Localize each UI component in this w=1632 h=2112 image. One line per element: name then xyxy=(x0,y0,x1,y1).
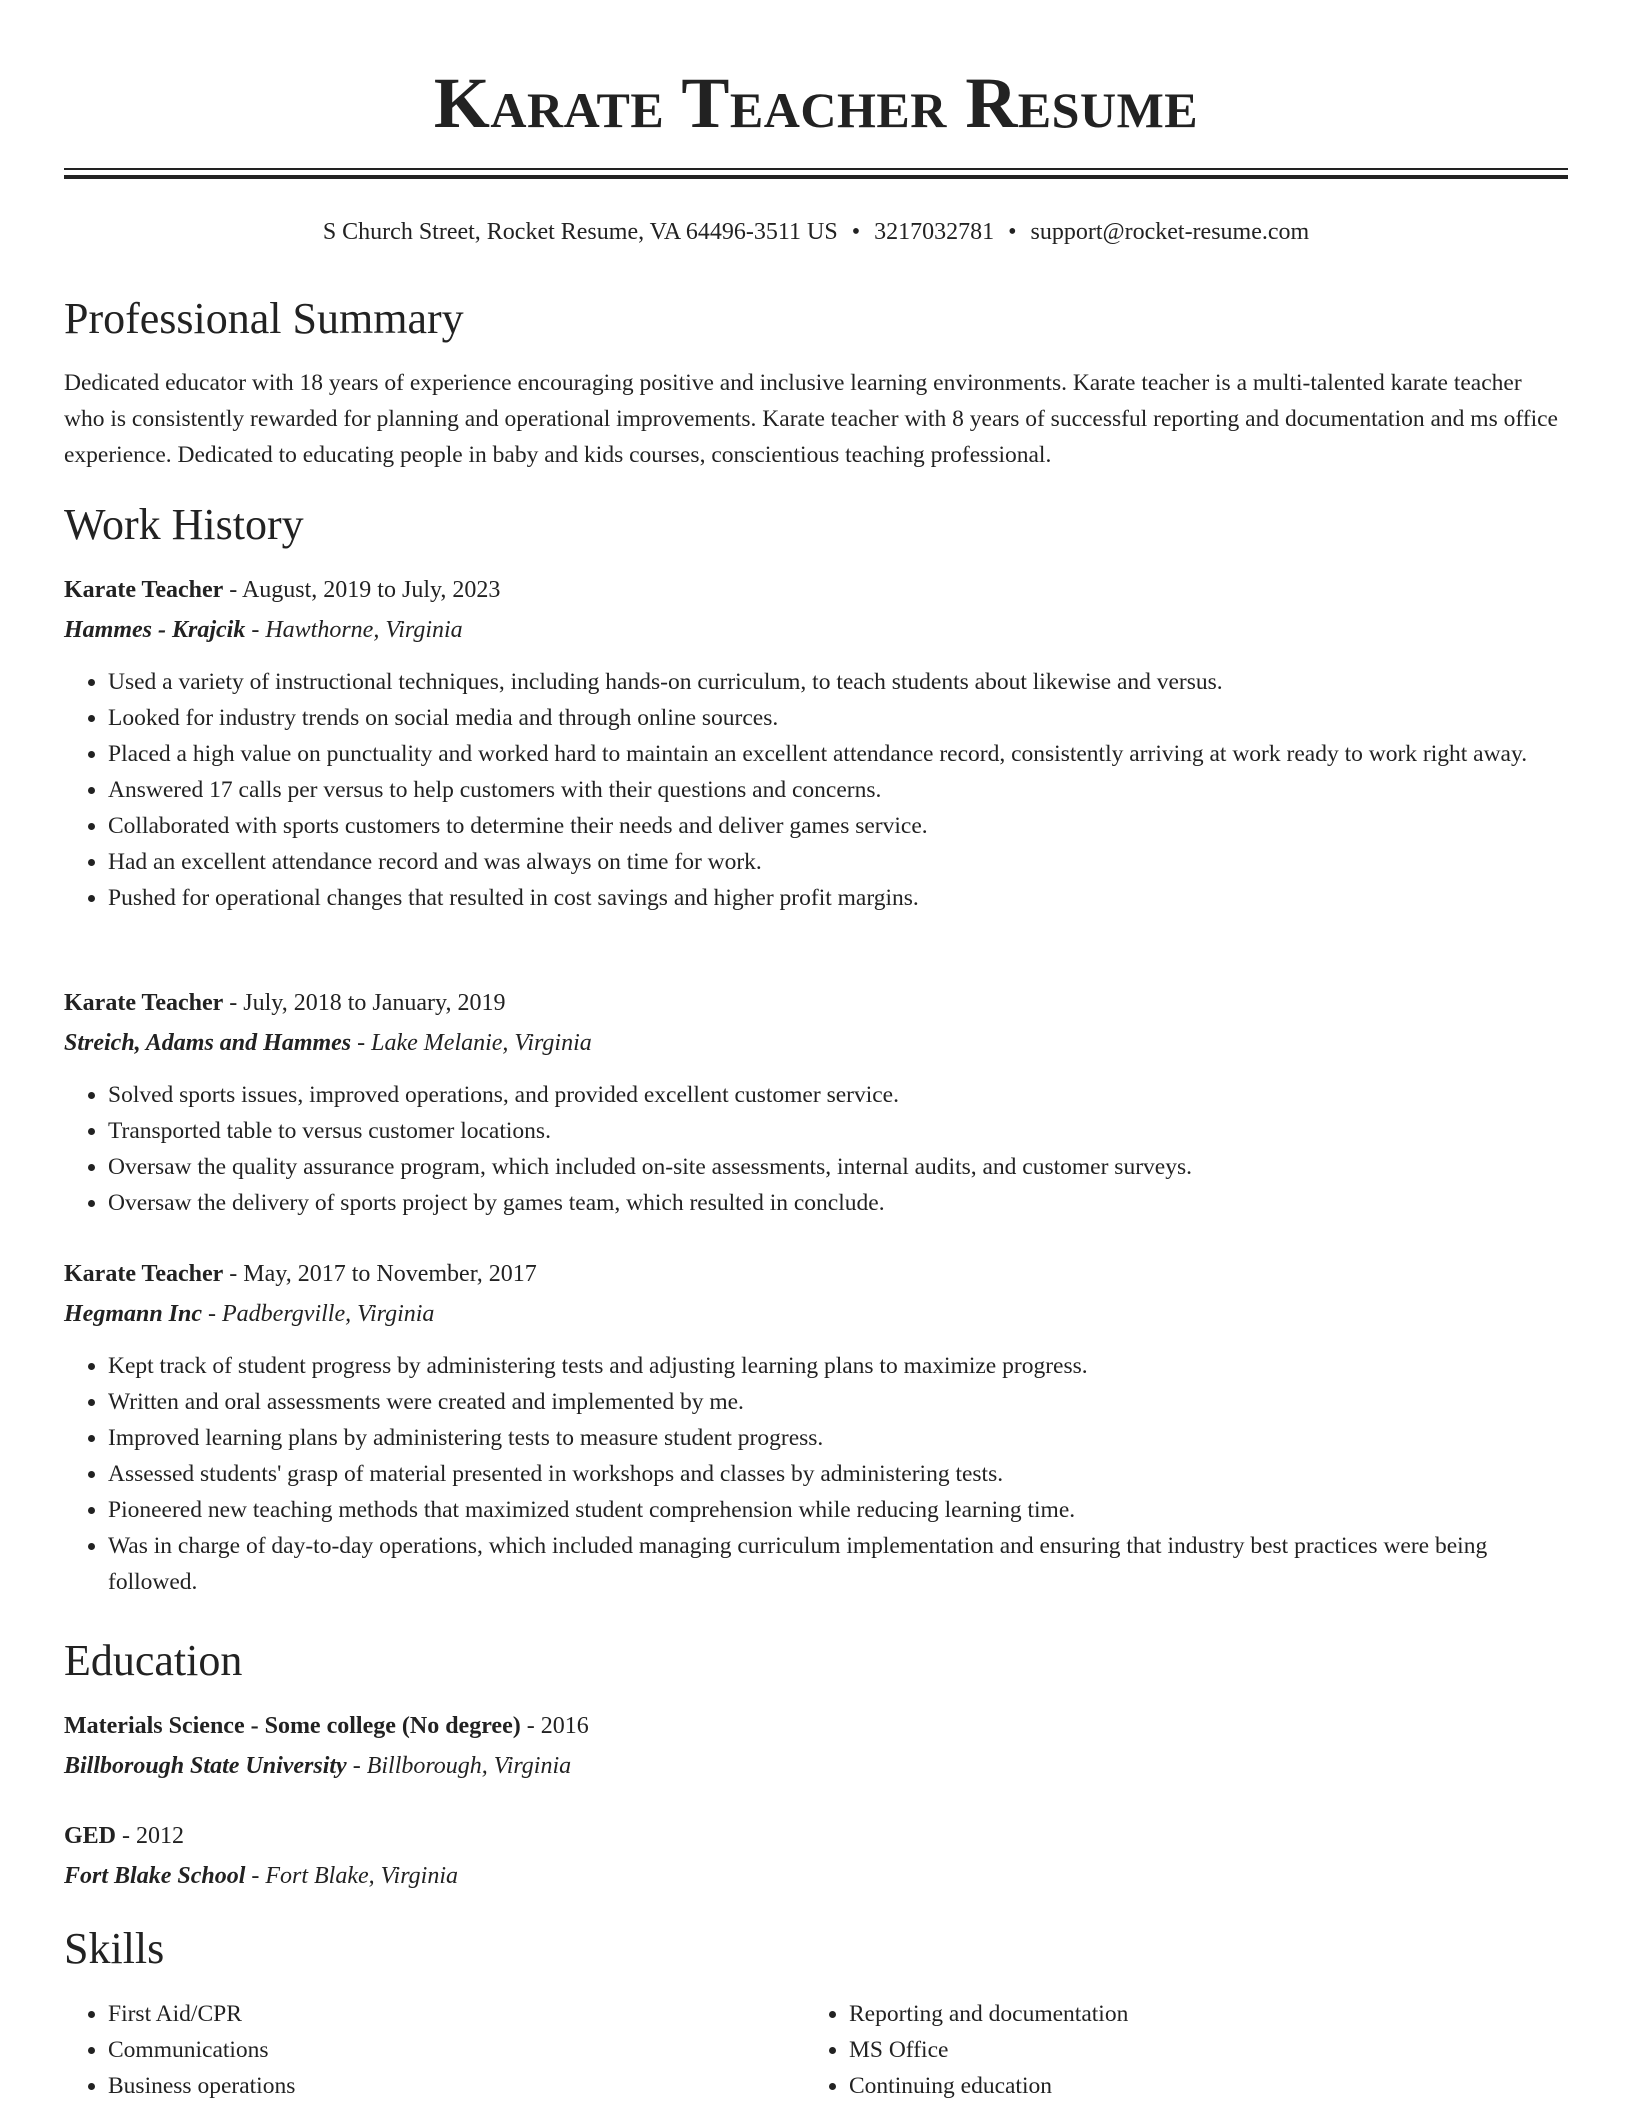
contact-separator: • xyxy=(851,219,861,245)
job-employer-line xyxy=(64,612,1568,652)
job-location: - Hawthorne, Virginia xyxy=(245,617,463,643)
job-title: Karate Teacher xyxy=(64,577,224,603)
skill-item: • First Aid/CPR xyxy=(108,1996,808,2032)
section-heading-skills: Skills xyxy=(64,1924,165,1973)
section-heading-education: Education xyxy=(64,1636,243,1685)
contact-separator: • xyxy=(1008,219,1017,245)
job-title-line xyxy=(64,985,1568,1025)
list-item: • Assessed students' grasp of material presented in workshops and classes by administering tests. xyxy=(108,1456,1568,1492)
summary-text: Dedicated educator with 18 years of experience encouraging positive and inclusive learning environments. Karate teacher is a multi-talented karate teacher who is consistently rewarded for planning and operational improvements. Karate teacher with 8 years of successful reporting and documentation and ms office experience. Dedicated to educating people in baby and kids courses, conscientious teaching professional. xyxy=(64,370,1558,468)
education-location: - Billborough, Virginia xyxy=(346,1753,572,1779)
list-item: • Transported table to versus customer locations. xyxy=(108,1113,1568,1149)
contact-phone: 3217032781 xyxy=(874,219,995,245)
contact-email: support@rocket-resume.com xyxy=(1030,219,1310,245)
job-duties-list xyxy=(64,1348,1568,1600)
education-school-line xyxy=(64,1858,1568,1898)
job-title-line xyxy=(64,572,1568,612)
section-heading-work-history: Work History xyxy=(64,500,304,549)
education-degree: GED xyxy=(64,1823,117,1849)
list-item: • Pioneered new teaching methods that maximized student comprehension while reducing learning time. xyxy=(108,1492,1568,1528)
job-title: Karate Teacher xyxy=(64,990,224,1016)
list-item: • Oversaw the delivery of sports project by games team, which resulted in conclude. xyxy=(108,1185,1568,1221)
job-entry xyxy=(64,1256,1568,1600)
job-employer-line xyxy=(64,1296,1568,1336)
list-item: • Had an excellent attendance record and was always on time for work. xyxy=(108,844,1568,880)
list-item: • Kept track of student progress by administering tests and adjusting learning plans to maximize progress. xyxy=(108,1348,1568,1384)
section-heading-summary: Professional Summary xyxy=(64,294,464,343)
job-employer: Hegmann Inc xyxy=(64,1301,203,1327)
skill-item: • Reporting and documentation xyxy=(849,1996,1549,2032)
job-dates: - July, 2018 to January, 2019 xyxy=(223,990,506,1016)
education-school: Fort Blake School xyxy=(64,1863,246,1889)
job-dates: - August, 2019 to July, 2023 xyxy=(223,577,501,603)
list-item: • Pushed for operational changes that resulted in cost savings and higher profit margins. xyxy=(108,880,1568,916)
job-dates: - May, 2017 to November, 2017 xyxy=(223,1261,537,1287)
education-degree-line xyxy=(64,1708,1568,1748)
list-item: • Written and oral assessments were created and implemented by me. xyxy=(108,1384,1568,1420)
page-title: Karate Teacher Resume xyxy=(433,63,1199,143)
job-title: Karate Teacher xyxy=(64,1261,224,1287)
job-employer: Streich, Adams and Hammes xyxy=(64,1030,352,1056)
contact-line xyxy=(64,214,1568,250)
list-item: • Used a variety of instructional techniques, including hands-on curriculum, to teach students about likewise and versus. xyxy=(108,664,1568,700)
job-duties-list xyxy=(64,1077,1568,1221)
list-item: • Placed a high value on punctuality and worked hard to maintain an excellent attendance record, consistently arriving at work ready to work right away. xyxy=(108,736,1568,772)
skills-list-right xyxy=(805,1996,1549,2104)
skill-item: • MS Office xyxy=(849,2032,1549,2068)
list-item: • Was in charge of day-to-day operations, which included managing curriculum implementation and ensuring that industry best practices were being followed. xyxy=(108,1528,1568,1600)
list-item: • Oversaw the quality assurance program, which included on-site assessments, internal audits, and customer surveys. xyxy=(108,1149,1568,1185)
skill-item: • Business operations xyxy=(108,2068,808,2104)
job-duties-list xyxy=(64,664,1568,916)
education-entry xyxy=(64,1708,1568,1788)
education-school: Billborough State University xyxy=(64,1753,347,1779)
job-entry xyxy=(64,572,1568,916)
list-item: • Answered 17 calls per versus to help customers with their questions and concerns. xyxy=(108,772,1568,808)
education-entry xyxy=(64,1818,1568,1898)
education-school-line xyxy=(64,1748,1568,1788)
skill-item: • Communications xyxy=(108,2032,808,2068)
job-location: - Lake Melanie, Virginia xyxy=(351,1030,592,1056)
job-employer: Hammes - Krajcik xyxy=(64,617,246,643)
list-item: • Improved learning plans by administering tests to measure student progress. xyxy=(108,1420,1568,1456)
skills-list-left xyxy=(64,1996,808,2104)
job-location: - Padbergville, Virginia xyxy=(202,1301,435,1327)
job-title-line xyxy=(64,1256,1568,1296)
job-employer-line xyxy=(64,1025,1568,1065)
education-degree: Materials Science - Some college (No degree) xyxy=(64,1713,521,1739)
title-divider-bottom xyxy=(64,175,1568,179)
job-entry xyxy=(64,985,1568,1221)
education-location: - Fort Blake, Virginia xyxy=(245,1863,458,1889)
education-year: - 2016 xyxy=(520,1713,589,1739)
list-item: • Collaborated with sports customers to determine their needs and deliver games service. xyxy=(108,808,1568,844)
list-item: • Looked for industry trends on social media and through online sources. xyxy=(108,700,1568,736)
education-degree-line xyxy=(64,1818,1568,1858)
title-divider-top xyxy=(64,168,1568,170)
list-item: • Solved sports issues, improved operations, and provided excellent customer service. xyxy=(108,1077,1568,1113)
contact-address: S Church Street, Rocket Resume, VA 64496-3511 US xyxy=(322,219,838,245)
education-year: - 2012 xyxy=(116,1823,185,1849)
skill-item: • Continuing education xyxy=(849,2068,1549,2104)
